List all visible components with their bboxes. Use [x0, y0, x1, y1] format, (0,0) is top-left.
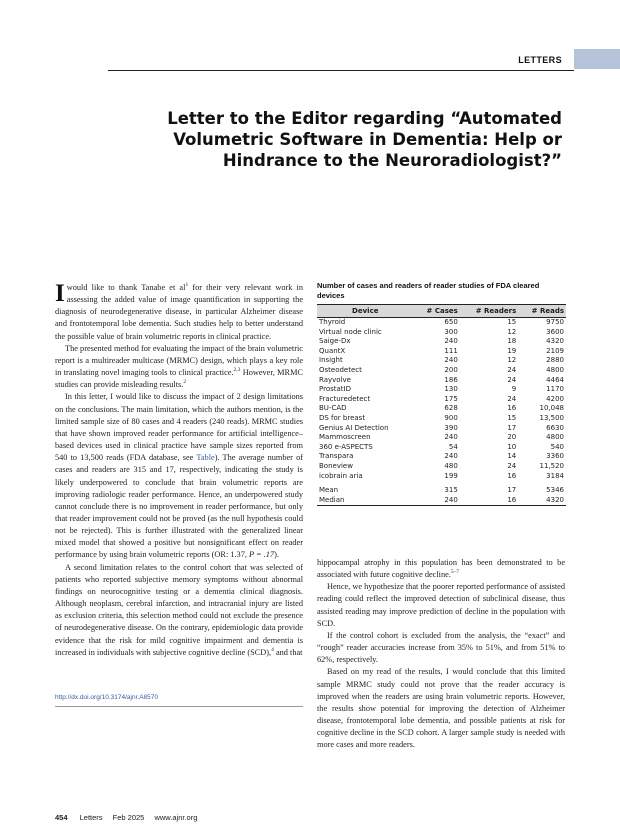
section-color-tab	[574, 49, 620, 69]
paragraph-7: Based on my read of the results, I would conclude that this limited sample MRMC study could not prove that the reader accuracy is improved when the readers are using brain volumetric reports. However, the results show potential for improving the detection of Alzheimer disease, frontotemporal lobe dementia, and possible patients at risk for cognitive decline in the SCD cohort. A larger sample study is needed with more cases and more readers.	[317, 667, 565, 750]
value-cell: 16	[460, 496, 518, 506]
doi-link[interactable]: http://dx.doi.org/10.3174/ajnr.A8570	[55, 694, 158, 701]
paragraph-5: Hence, we hypothesize that the poorer reported performance of assisted reading could reflect the improved detection of subclinical disease, thus assisted reading may improve prediction of decline in the population with SCD.	[317, 582, 565, 628]
value-cell: 900	[444, 413, 458, 422]
value-cell: 186	[444, 375, 458, 384]
table-row	[317, 443, 566, 453]
table-title: Number of cases and readers of reader studies of FDA cleared devices	[317, 281, 540, 300]
section-label: LETTERS	[518, 55, 562, 65]
table-row	[317, 337, 566, 347]
paragraph-2: The presented method for evaluating the impact of the brain volumetric report is a multireader multicase (MRMC) design, which plays a key role in translating novel imaging tools to clinical practice.$^{2,3}$ However, MRMC studies can provide misleading results.$^2$	[55, 343, 303, 390]
drop-cap: I	[55, 280, 65, 307]
value-cell: 16	[507, 471, 517, 480]
reference[interactable]: 5–7	[450, 569, 460, 576]
device-cell: Thyroid	[319, 318, 346, 326]
value-cell: 24	[507, 394, 517, 403]
value-cell: 9750	[546, 318, 564, 326]
value-cell: 10	[507, 442, 517, 451]
reference[interactable]: 4	[271, 646, 274, 653]
value-cell: 6630	[546, 423, 564, 432]
value-cell: 4800	[546, 433, 564, 442]
value-cell: 9	[511, 385, 517, 394]
value-cell: 5346	[546, 486, 564, 495]
article-title: Letter to the Editor regarding “Automated Volumetric Software in Dementia: Help or Hindrance to the Neuroradiologist?”	[167, 109, 562, 170]
column-header: # Cases	[414, 305, 460, 318]
table-link[interactable]: Table	[196, 453, 215, 463]
table-row	[317, 462, 566, 472]
paragraph-4: A second limitation relates to the control cohort that was selected of patients who reported subjective memory symptoms without abnormal findings on neurocognitive testing or a dementia clinical diagnosis. Although neoplasm, cerebral infarction, and intracranial injury are listed as exclusion criteria, this selection method could not exclude the presence of neurodegenerative disease. On the contrary, epidemiologic data provide evidence that the risk for mild cognitive impairment and dementia is increased in individuals with subjective cognitive decline (SCD),$^4$ and that	[55, 562, 303, 657]
device-cell: BU-CAD	[319, 404, 347, 413]
value-cell: 10,048	[539, 404, 564, 413]
value-cell: 24	[507, 365, 517, 374]
page-footer	[55, 813, 205, 822]
device-cell: ProstatID	[319, 385, 351, 394]
value-cell: 20	[507, 433, 517, 442]
paragraph-6: If the control cohort is excluded from the analysis, the “exact” and “rough” reader accuracies increase from 35% to 51%, and from 51% to 62%, respectively.	[317, 630, 565, 665]
device-cell: Transpara	[319, 452, 354, 461]
footer-date: Feb 2025	[112, 813, 145, 822]
value-cell: 315	[444, 486, 458, 495]
reference[interactable]: 2	[183, 379, 187, 386]
device-cell: Mean	[319, 486, 339, 495]
device-cell: 360 e-ASPECTS	[319, 442, 373, 451]
table-row	[317, 366, 566, 376]
value-cell: 24	[507, 375, 517, 384]
device-cell: Insight	[319, 356, 343, 365]
table-row	[317, 424, 566, 434]
header-rule	[108, 70, 574, 71]
value-cell: 11,520	[539, 461, 564, 470]
table-row	[317, 376, 566, 386]
value-cell: 4320	[518, 496, 566, 506]
device-cell: DS for breast	[319, 413, 366, 422]
column-header: Device	[317, 305, 414, 318]
paragraph-3: In this letter, I would like to discuss the impact of 2 design limitations on the conclusions. The main limitation, which the authors mention, is the limited sample size of 80 cases and 4 readers (240 reads). MRMC studies that have shown improved reader performance for artificial intelligence–based devices used in clinical practice have sample sizes reported from 540 to 13,500 reads (FDA database, see Table). The average number of cases and readers are 315 and 17, respectively, indicating the study is likely underpowered to conclude that brain volumetric reports are improving radiologic reader performance. Hence, an underpowered study cannot conclude there is no improvement in reader performance, but only that reader improvement could not be proved (as the null hypothesis could not be rejected). This is further illustrated with the generalized linear mixed model that showed a positive but nonsignificant effect on reader performance by using brain volumetric reports (OR: 1.37, P = .17).	[55, 392, 303, 560]
table-row	[317, 404, 566, 414]
value-cell: 15	[507, 318, 517, 326]
left-column	[55, 282, 303, 659]
device-cell: Virtual node clinic	[319, 327, 382, 336]
value-cell: 13,500	[539, 413, 564, 422]
device-cell: Rayvolve	[319, 375, 351, 384]
footer-section: Letters	[79, 813, 103, 822]
value-cell: 540	[550, 442, 564, 451]
paragraph-4-continued: hippocampal atrophy in this population has been demonstrated to be associated with future cognitive decline.$^{5-7}$	[317, 558, 565, 580]
value-cell: 2109	[546, 346, 564, 355]
value-cell: 650	[444, 318, 458, 326]
value-cell: 480	[444, 461, 458, 470]
value-cell: 4464	[546, 375, 564, 384]
table-row	[317, 414, 566, 424]
value-cell: 4200	[546, 394, 564, 403]
device-cell: Mammoscreen	[319, 433, 371, 442]
value-cell: 240	[444, 337, 458, 346]
footer-site[interactable]: www.ajnr.org	[154, 813, 198, 822]
table-row	[317, 356, 566, 366]
value-cell: 4800	[546, 365, 564, 374]
table-row	[317, 347, 566, 357]
device-cell: Fracturedetect	[319, 394, 371, 403]
value-cell: 17	[507, 486, 517, 495]
value-cell: 14	[507, 452, 517, 461]
device-cell: Median	[317, 496, 414, 506]
device-cell: Genius AI Detection	[319, 423, 389, 432]
paragraph-1: I would like to thank Tanabe et $al^1$ for their very relevant work in assessing the added value of image quantification in supporting the diagnosis of neurodegenerative disease, in particular Alzheimer disease and frontotemporal lobe dementia. Such studies help to better understand the possible value of brain volumetric reports in clinical practice.	[55, 280, 303, 341]
value-cell: 16	[507, 404, 517, 413]
reference[interactable]: 2,3	[233, 367, 241, 374]
device-cell: QuantX	[319, 346, 346, 355]
column-header: # Readers	[460, 305, 518, 318]
value-cell: 390	[444, 423, 458, 432]
value-cell: 18	[507, 337, 517, 346]
summary-row	[317, 496, 566, 506]
value-cell: 3184	[546, 471, 564, 480]
reference[interactable]: 1	[185, 282, 189, 289]
value-cell: 200	[444, 365, 458, 374]
table-row	[317, 328, 566, 338]
table-row	[317, 385, 566, 395]
value-cell: 3600	[546, 327, 564, 336]
value-cell: 1170	[546, 385, 564, 394]
table-row	[317, 433, 566, 443]
value-cell: 15	[507, 413, 517, 422]
value-cell: 175	[444, 394, 458, 403]
value-cell: 300	[444, 327, 458, 336]
device-cell: Boneview	[319, 461, 353, 470]
value-cell: 12	[507, 327, 517, 336]
value-cell: 19	[507, 346, 517, 355]
value-cell: 111	[444, 346, 458, 355]
value-cell: 199	[444, 471, 458, 480]
value-cell: 628	[444, 404, 458, 413]
device-cell: icobrain aria	[319, 471, 363, 480]
value-cell: 17	[507, 423, 517, 432]
table-row	[317, 452, 566, 462]
value-cell: 12	[507, 356, 517, 365]
right-column	[317, 557, 565, 752]
table-row	[317, 395, 566, 405]
value-cell: 3360	[546, 452, 564, 461]
reader-studies-table	[317, 304, 566, 506]
table-row	[317, 472, 566, 482]
device-cell: Osteodetect	[319, 365, 362, 374]
table-row	[317, 318, 566, 328]
value-cell: 4320	[546, 337, 564, 346]
footnote-rule	[55, 706, 303, 707]
page-number: 454	[55, 813, 68, 822]
value-cell: 24	[507, 461, 517, 470]
device-cell: Saige-Dx	[319, 337, 351, 346]
table-header-row	[317, 305, 566, 318]
value-cell: 240	[414, 496, 460, 506]
value-cell: 240	[444, 452, 458, 461]
column-header: # Reads	[518, 305, 566, 318]
summary-row	[317, 486, 566, 496]
value-cell: 240	[444, 356, 458, 365]
value-cell: 54	[448, 442, 458, 451]
value-cell: 240	[444, 433, 458, 442]
value-cell: 130	[444, 385, 458, 394]
value-cell: 2880	[546, 356, 564, 365]
